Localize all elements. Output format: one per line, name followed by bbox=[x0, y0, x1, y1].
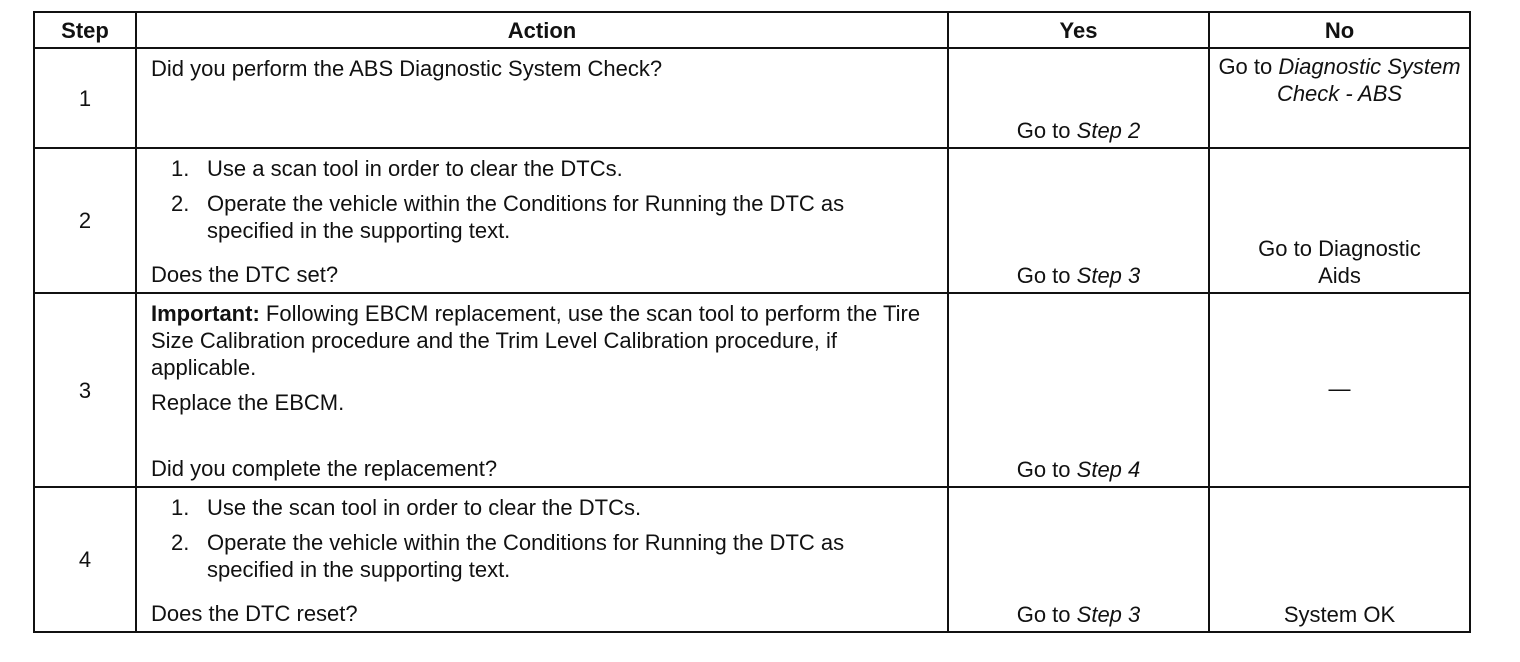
yes-prefix: Go to bbox=[1016, 457, 1071, 482]
list-item bbox=[151, 494, 933, 521]
no-cell bbox=[1209, 48, 1470, 148]
table-row bbox=[34, 487, 1470, 632]
yes-cell bbox=[948, 148, 1209, 293]
header-action: Action bbox=[136, 12, 948, 48]
action-instruction: Replace the EBCM. bbox=[151, 390, 345, 415]
no-action-dash: — bbox=[1328, 376, 1351, 401]
yes-prefix: Go to bbox=[1016, 602, 1071, 627]
header-step: Step bbox=[34, 12, 136, 48]
important-note bbox=[151, 300, 933, 381]
step-link[interactable]: Step 3 bbox=[1076, 263, 1141, 288]
yes-cell bbox=[948, 293, 1209, 487]
action-cell bbox=[136, 48, 948, 148]
list-item bbox=[151, 155, 933, 182]
important-label: Important: bbox=[151, 301, 260, 326]
list-item-text: Operate the vehicle within the Conditions for Running the DTC as specified in the supporting text. bbox=[207, 530, 845, 582]
yes-cell bbox=[948, 48, 1209, 148]
step-link[interactable]: Step 3 bbox=[1076, 602, 1141, 627]
important-text: Following EBCM replacement, use the scan tool to perform the Tire Size Calibration procedure and the Trim Level Calibration procedure, if applicable. bbox=[151, 301, 921, 380]
header-yes: Yes bbox=[948, 12, 1209, 48]
no-prefix: Go to bbox=[1218, 54, 1273, 79]
list-item bbox=[151, 190, 933, 244]
action-question: Does the DTC reset? bbox=[151, 601, 358, 626]
table-header-row bbox=[34, 12, 1470, 48]
no-action-text[interactable]: Go to Diagnostic Aids bbox=[1258, 236, 1421, 288]
list-item-text: Operate the vehicle within the Conditions for Running the DTC as specified in the supporting text. bbox=[207, 191, 845, 243]
yes-cell bbox=[948, 487, 1209, 632]
no-cell bbox=[1209, 148, 1470, 293]
table-row bbox=[34, 293, 1470, 487]
table-row bbox=[34, 48, 1470, 148]
action-question: Did you perform the ABS Diagnostic System Check? bbox=[151, 56, 663, 81]
list-item-text: Use the scan tool in order to clear the DTCs. bbox=[207, 495, 642, 520]
step-link[interactable]: Step 2 bbox=[1076, 118, 1141, 143]
no-cell bbox=[1209, 487, 1470, 632]
no-cell bbox=[1209, 293, 1470, 487]
action-cell bbox=[136, 487, 948, 632]
table-row bbox=[34, 148, 1470, 293]
list-item bbox=[151, 529, 933, 583]
list-item-text: Use a scan tool in order to clear the DTCs. bbox=[207, 156, 623, 181]
list-item-number: 2. bbox=[171, 530, 190, 555]
action-cell bbox=[136, 148, 948, 293]
yes-prefix: Go to bbox=[1016, 263, 1071, 288]
list-item-number: 2. bbox=[171, 191, 190, 216]
step-number: 3 bbox=[34, 293, 136, 487]
list-item-number: 1. bbox=[171, 156, 190, 181]
action-cell bbox=[136, 293, 948, 487]
yes-prefix: Go to bbox=[1016, 118, 1071, 143]
step-link[interactable]: Step 4 bbox=[1076, 457, 1141, 482]
action-steps-list bbox=[151, 155, 933, 244]
step-number: 4 bbox=[34, 487, 136, 632]
step-number: 1 bbox=[34, 48, 136, 148]
step-number: 2 bbox=[34, 148, 136, 293]
diagnostic-table bbox=[33, 11, 1471, 633]
action-steps-list bbox=[151, 494, 933, 583]
diagnostic-system-check-link[interactable]: Diagnostic System Check - ABS bbox=[1276, 54, 1461, 106]
list-item-number: 1. bbox=[171, 495, 190, 520]
action-question: Did you complete the replacement? bbox=[151, 456, 498, 481]
header-no: No bbox=[1209, 12, 1470, 48]
action-question: Does the DTC set? bbox=[151, 262, 339, 287]
no-action-text: System OK bbox=[1283, 602, 1396, 627]
